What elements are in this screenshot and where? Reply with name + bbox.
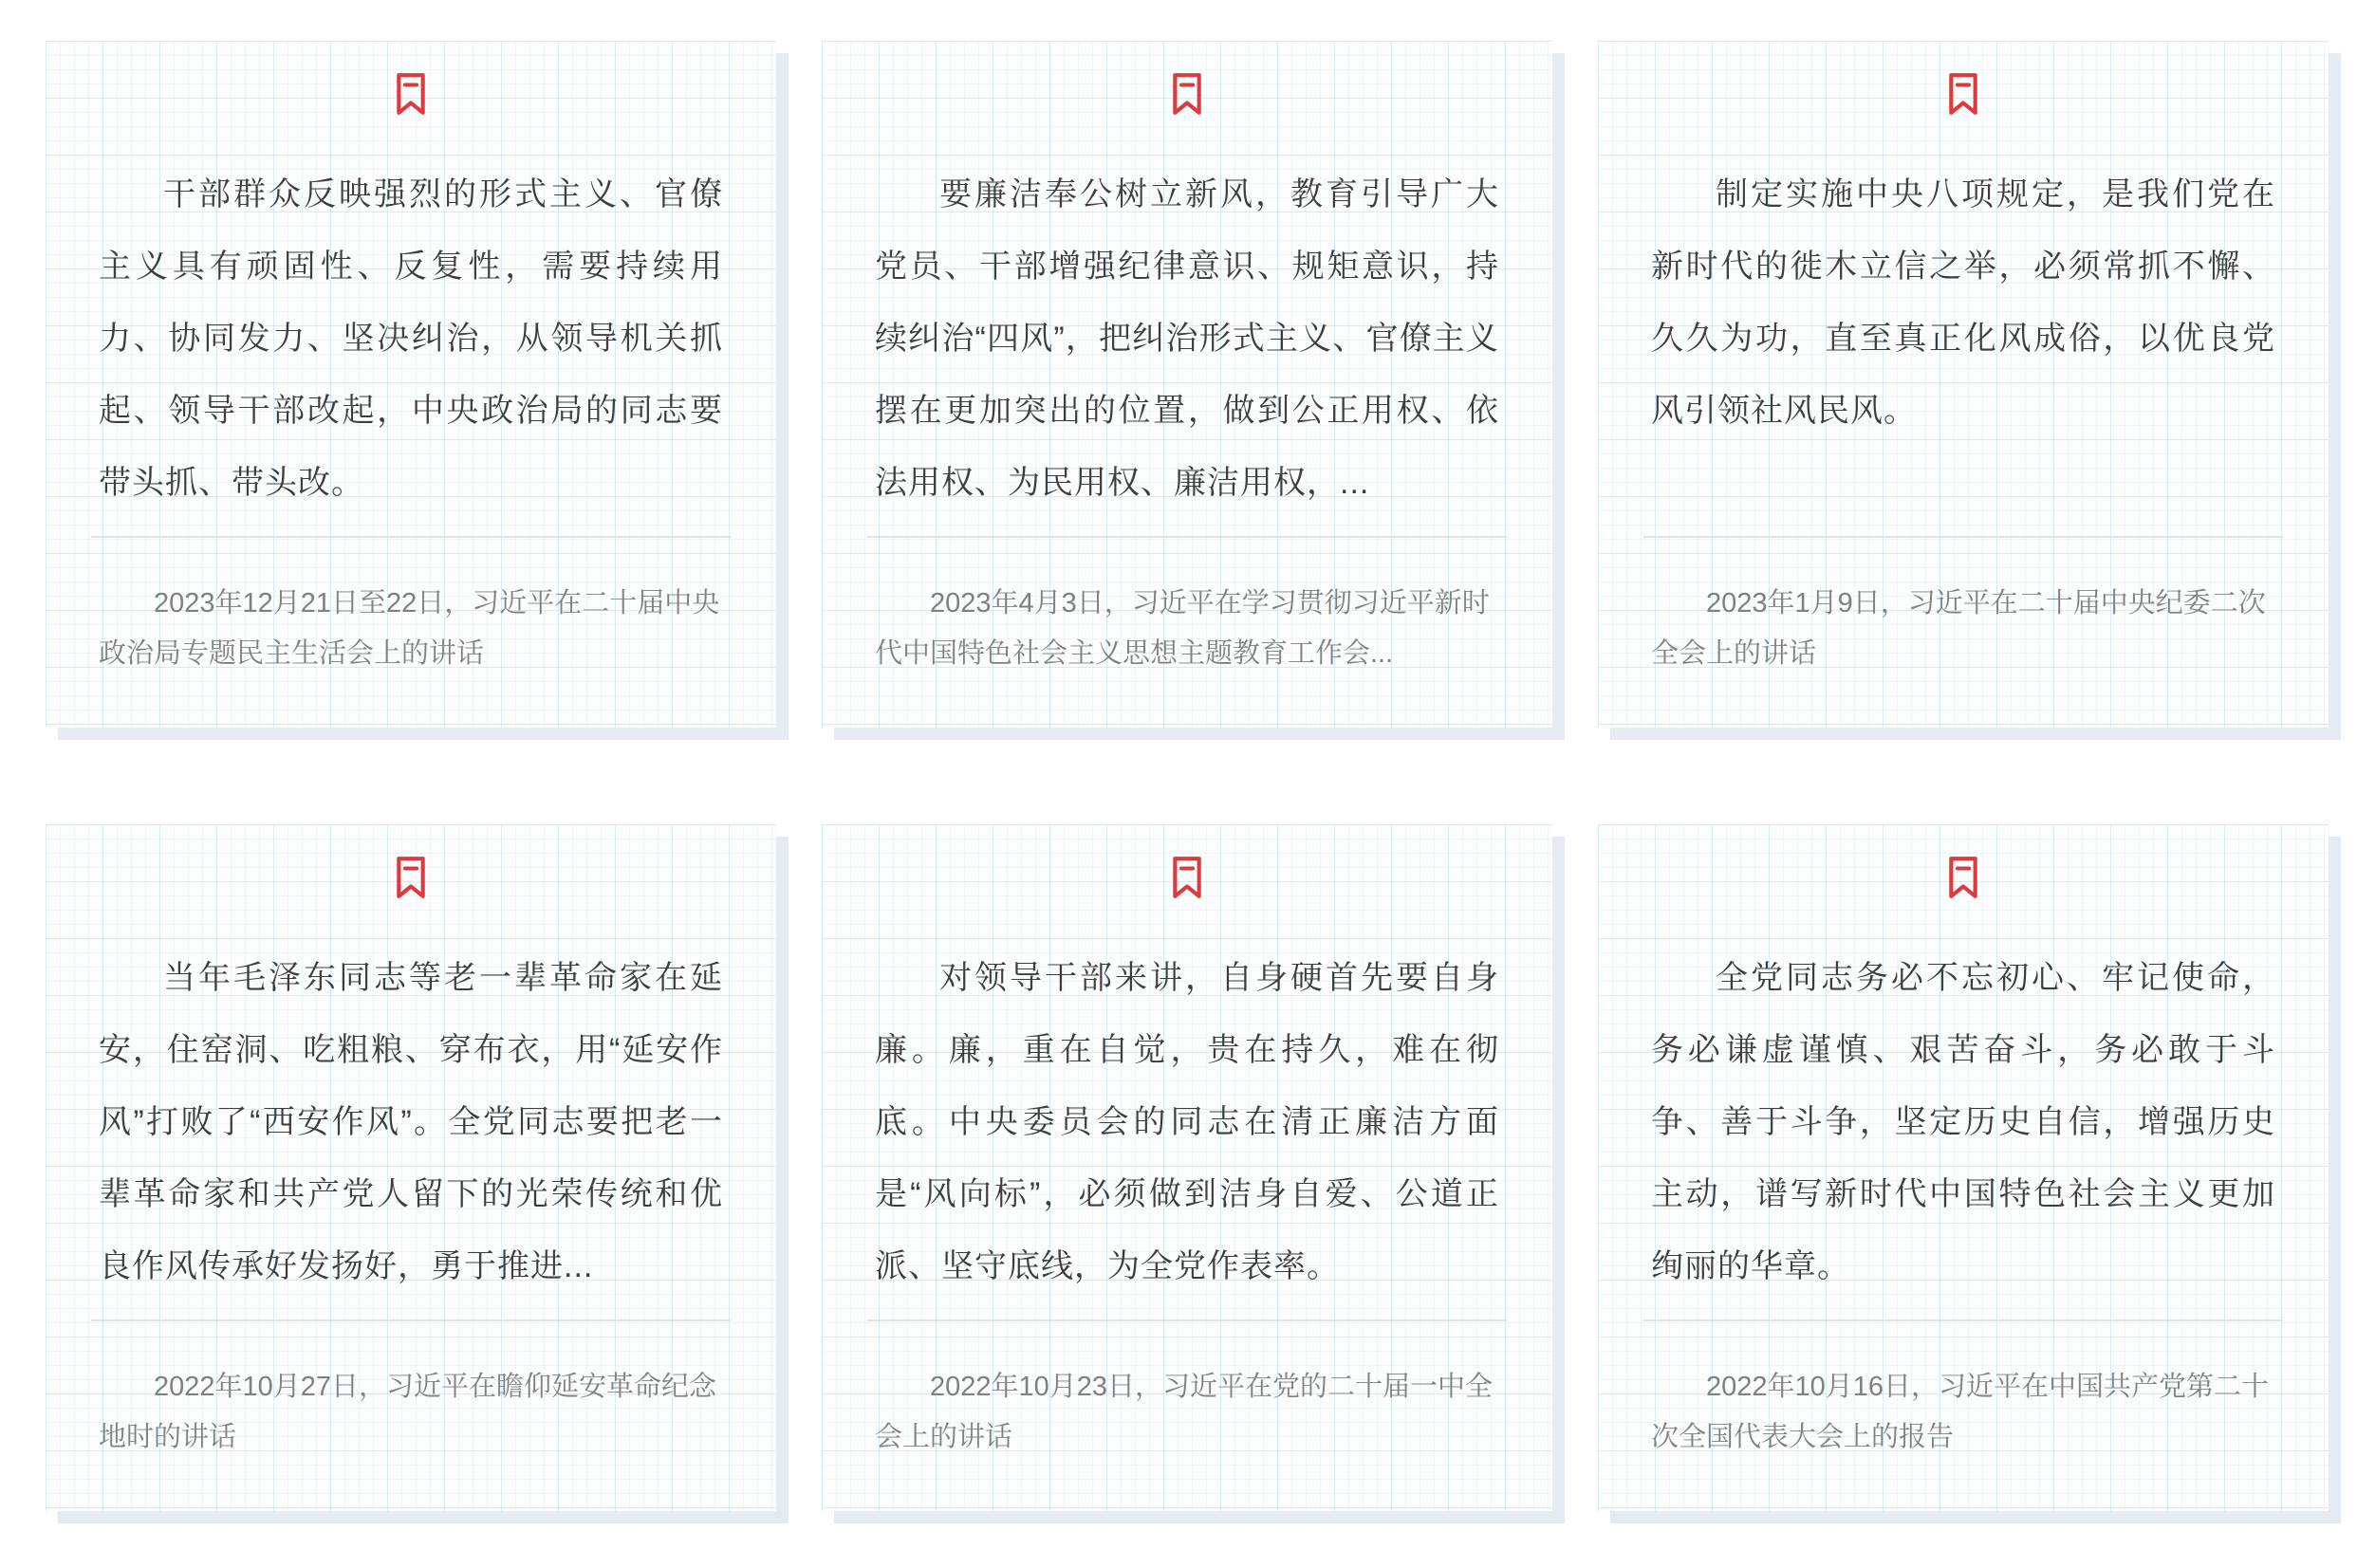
quote-card (822, 824, 1552, 1511)
citation-text: 2023年12月21日至22日，习近平在二十届中央政治局专题民主生活会上的讲话 (99, 588, 720, 669)
quote-text: 对领导干部来讲，自身硬首先要自身廉。廉，重在自觉，贵在持久，难在彻底。中央委员会的同志在清正廉洁方面是“风向标”，必须做到洁身自爱、公道正派、坚守底线，为全党作表率。 (875, 960, 1499, 1284)
quote-card (46, 824, 776, 1511)
bookmark-icon (393, 71, 429, 117)
divider (91, 1319, 731, 1321)
quote-card (1598, 824, 2329, 1511)
bookmark-icon (393, 855, 429, 900)
divider (1643, 536, 2283, 538)
bookmark-icon (1169, 71, 1205, 117)
bookmark-icon (1945, 71, 1981, 117)
citation-text: 2022年10月23日，习近平在党的二十届一中全会上的讲话 (875, 1372, 1494, 1452)
quote-text: 要廉洁奉公树立新风，教育引导广大党员、干部增强纪律意识、规矩意识，持续纠治“四风”，把纠治形式主义、官僚主义摆在更加突出的位置，做到公正用权、依法用权、为民用权、廉洁用权，... (875, 176, 1499, 501)
citation-text: 2022年10月27日，习近平在瞻仰延安革命纪念地时的讲话 (99, 1372, 717, 1452)
quote-text: 全党同志务必不忘初心、牢记使命，务必谦虚谨慎、艰苦奋斗，务必敢于斗争、善于斗争，坚定历史自信，增强历史主动，谱写新时代中国特色社会主义更加绚丽的华章。 (1651, 960, 2275, 1284)
quote-text: 干部群众反映强烈的形式主义、官僚主义具有顽固性、反复性，需要持续用力、协同发力、坚决纠治，从领导机关抓起、领导干部改起，中央政治局的同志要带头抓、带头改。 (99, 176, 723, 501)
citation-text: 2023年4月3日，习近平在学习贯彻习近平新时代中国特色社会主义思想主题教育工作会... (875, 588, 1490, 669)
quote-card (1598, 41, 2329, 728)
bookmark-icon (1169, 855, 1205, 900)
citation-text: 2023年1月9日，习近平在二十届中央纪委二次全会上的讲话 (1651, 588, 2266, 669)
quote-card (822, 41, 1552, 728)
quote-text: 当年毛泽东同志等老一辈革命家在延安，住窑洞、吃粗粮、穿布衣，用“延安作风”打败了“西安作风”。全党同志要把老一辈革命家和共产党人留下的光荣传统和优良作风传承好发扬好，勇于推进... (99, 960, 723, 1284)
divider (867, 1319, 1507, 1321)
quote-card-grid (46, 41, 2357, 1511)
quote-card (46, 41, 776, 728)
quote-text: 制定实施中央八项规定，是我们党在新时代的徙木立信之举，必须常抓不懈、久久为功，直至真正化风成俗，以优良党风引领社风民风。 (1651, 176, 2275, 429)
divider (1643, 1319, 2283, 1321)
bookmark-icon (1945, 855, 1981, 900)
divider (91, 536, 731, 538)
citation-text: 2022年10月16日，习近平在中国共产党第二十次全国代表大会上的报告 (1651, 1372, 2270, 1452)
divider (867, 536, 1507, 538)
